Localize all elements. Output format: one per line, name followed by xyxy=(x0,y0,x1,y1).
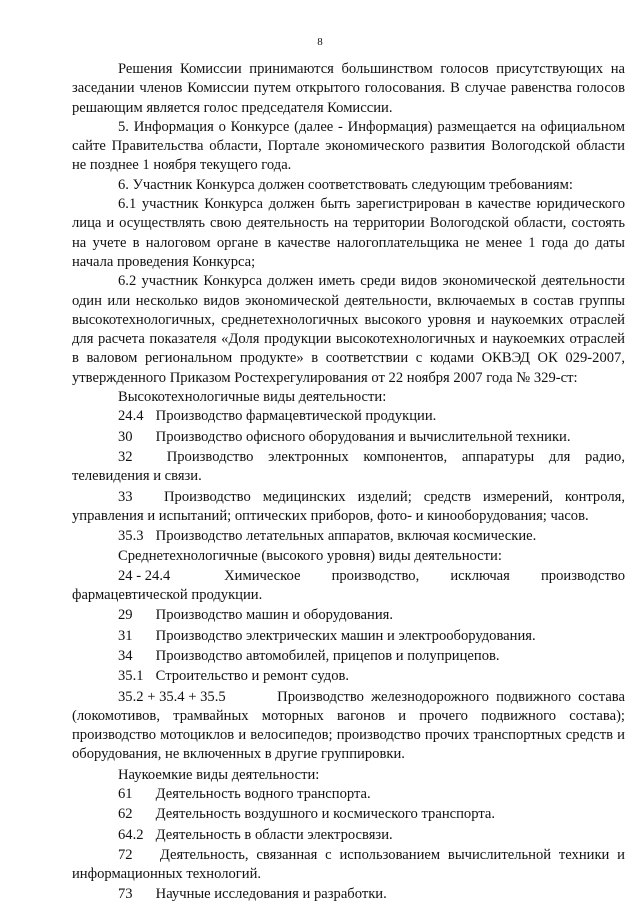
okved-code: 29 xyxy=(118,607,133,624)
page-number: 8 xyxy=(317,36,323,48)
okved-code: 73 xyxy=(118,886,133,903)
group-heading-science: Наукоемкие виды деятельности: xyxy=(118,766,320,783)
list-item xyxy=(72,667,625,686)
okved-code: 31 xyxy=(118,627,133,644)
okved-code: 24.4 xyxy=(118,408,144,425)
okved-code: 61 xyxy=(118,785,133,802)
okved-text: Деятельность воздушного и космического транспорта. xyxy=(155,806,495,823)
list-item xyxy=(72,527,625,546)
okved-code: 32 xyxy=(118,448,133,465)
okved-text: Производство железнодорожного подвижного состава (локомотивов, трамвайных моторных вагонов и прочего подвижного состава); производство мотоциклов и велосипедов; производство прочих транспортных средств и оборудования, не включенных в другие группировки. xyxy=(72,688,625,763)
okved-text: Деятельность водного транспорта. xyxy=(155,785,371,802)
group-heading-high-tech: Высокотехнологичные виды деятельности: xyxy=(118,389,387,406)
list-item xyxy=(72,885,625,904)
group-heading-medium-tech: Среднетехнологичные (высокого уровня) виды деятельности: xyxy=(118,548,502,565)
list-item xyxy=(72,488,625,527)
okved-text: Производство машин и оборудования. xyxy=(155,607,394,624)
list-item xyxy=(72,448,625,487)
okved-text: Производство автомобилей, прицепов и полуприцепов. xyxy=(155,647,500,664)
okved-text: Строительство и ремонт судов. xyxy=(155,668,350,685)
paragraph-6-1: 6.1 участник Конкурса должен быть зарегистрирован в качестве юридического лица и осуществлять свою деятельность на территории Вологодской области, состоять на учете в налоговом органе в качестве налогоплательщика не менее 1 года до даты начала проведения Конкурса; xyxy=(72,196,625,270)
okved-text: Химическое производство, исключая производство фармацевтической продукции. xyxy=(72,567,625,604)
list-item xyxy=(72,846,625,885)
list-item xyxy=(72,688,625,765)
okved-text: Деятельность, связанная с использованием вычислительной техники и информационных технологий. xyxy=(72,846,625,883)
okved-code: 35.1 xyxy=(118,668,144,685)
paragraph-6-2: 6.2 участник Конкурса должен иметь среди видов экономической деятельности один или несколько видов экономической деятельности, включаемых в состав группы высокотехнологичных, среднетехнологичных высокого уровня и наукоемких отраслей для расчета показателя «Доля продукции высокотехнологичных и наукоемких отраслей в валовом региональном продукте» в соответствии с кодами ОКВЭД ОК 029-2007, утвержденного Приказом Ростехрегулирования от 22 ноября 2007 года № 329-ст: xyxy=(72,273,625,386)
list-item xyxy=(72,826,625,845)
paragraph-decisions: Решения Комиссии принимаются большинством голосов присутствующих на заседании членов Комиссии путем открытого голосования. В случае равенства голосов решающим является голос председателя Комиссии. xyxy=(72,61,625,116)
document-body xyxy=(72,60,625,906)
list-item xyxy=(72,428,625,447)
list-item xyxy=(72,805,625,824)
okved-text: Производство летательных аппаратов, включая космические. xyxy=(155,528,537,545)
okved-text: Производство офисного оборудования и вычислительной техники. xyxy=(155,428,571,445)
okved-code: 33 xyxy=(118,488,133,505)
okved-text: Научные исследования и разработки. xyxy=(155,886,387,903)
okved-code: 24 - 24.4 xyxy=(118,567,171,584)
okved-text: Производство электронных компонентов, аппаратуры для радио, телевидения и связи. xyxy=(72,448,625,485)
okved-code: 35.2 + 35.4 + 35.5 xyxy=(118,688,226,705)
okved-text: Производство фармацевтической продукции. xyxy=(155,408,437,425)
list-item xyxy=(72,606,625,625)
okved-text: Деятельность в области электросвязи. xyxy=(155,826,393,843)
list-item xyxy=(72,627,625,646)
paragraph-requirements: 6. Участник Конкурса должен соответствовать следующим требованиям: xyxy=(118,176,573,193)
okved-code: 64.2 xyxy=(118,826,144,843)
list-item xyxy=(72,407,625,426)
okved-code: 30 xyxy=(118,428,133,445)
okved-text: Производство электрических машин и электрооборудования. xyxy=(155,627,536,644)
okved-text: Производство медицинских изделий; средств измерений, контроля, управления и испытаний; оптических приборов, фото- и кинооборудования; часов. xyxy=(72,488,625,524)
okved-code: 34 xyxy=(118,647,133,664)
list-item xyxy=(72,647,625,666)
okved-code: 62 xyxy=(118,806,133,823)
list-item xyxy=(72,785,625,804)
okved-code: 35.3 xyxy=(118,528,144,545)
paragraph-information: 5. Информация о Конкурсе (далее - Информация) размещается на официальном сайте Правительства области, Портале экономического развития Вологодской области не позднее 1 ноября текущего года. xyxy=(72,118,625,174)
okved-code: 72 xyxy=(118,846,133,863)
list-item xyxy=(72,567,625,606)
